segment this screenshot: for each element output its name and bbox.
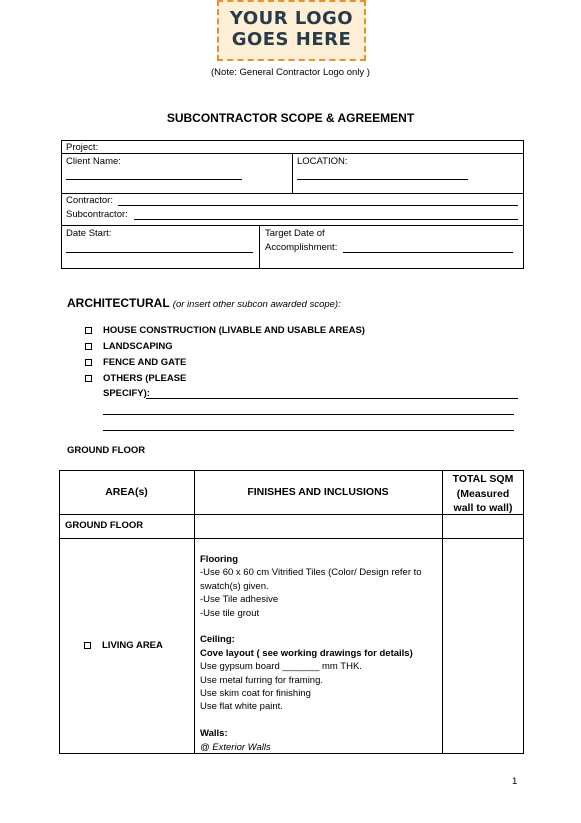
header-area: AREA(s): [105, 486, 148, 498]
finishes-cell: [200, 553, 422, 754]
ground-floor-label: GROUND FLOOR: [67, 445, 146, 456]
ceiling-line: Use metal furring for framing.: [200, 674, 324, 686]
item-others-specify: SPECIFY):: [103, 388, 150, 399]
subcontractor-label: Subcontractor:: [66, 209, 128, 220]
others-specify-line-3[interactable]: [103, 430, 514, 431]
contractor-label: Contractor:: [66, 195, 113, 206]
living-area-label: LIVING AREA: [102, 640, 163, 651]
subcontractor-field[interactable]: [134, 219, 518, 220]
target-date-label-2: Accomplishment:: [265, 242, 338, 253]
ceiling-line: Use flat white paint.: [200, 701, 283, 713]
flooring-title: Flooring: [200, 554, 238, 565]
page-number: 1: [512, 776, 518, 787]
header-total-sqm-line-1: TOTAL SQM: [452, 473, 514, 485]
client-name-label: Client Name:: [66, 156, 121, 167]
checkbox-fence-and-gate[interactable]: [85, 359, 92, 366]
ceiling-line: Use skim coat for finishing: [200, 688, 311, 700]
header-total-sqm-line-2: (Measured: [456, 487, 510, 500]
date-start-field[interactable]: [66, 252, 253, 253]
checkbox-landscaping[interactable]: [85, 343, 92, 350]
flooring-line: swatch(s) given.: [200, 580, 269, 592]
checkbox-living-area[interactable]: [84, 642, 91, 649]
spacer: [200, 714, 422, 727]
ceiling-title: Ceiling:: [200, 634, 235, 646]
page-title: SUBCONTRACTOR SCOPE & AGREEMENT: [166, 111, 415, 125]
divider: [259, 225, 260, 269]
section-heading: [67, 296, 341, 310]
divider: [194, 470, 195, 754]
checkbox-house-construction[interactable]: [85, 327, 92, 334]
item-house-construction: HOUSE CONSTRUCTION (LIVABLE AND USABLE AREAS): [103, 325, 365, 336]
target-date-field[interactable]: [343, 252, 513, 253]
flooring-line: -Use tile grout: [200, 607, 260, 619]
divider: [61, 193, 524, 194]
logo-placeholder: [217, 0, 366, 61]
flooring-line: -Use Tile adhesive: [200, 594, 279, 606]
ceiling-line: Use gypsum board _______ mm THK.: [200, 661, 362, 673]
ceiling-subtitle: Cove layout ( see working drawings for details): [200, 647, 413, 659]
location-label: LOCATION:: [297, 156, 348, 167]
header-total-sqm: [442, 472, 524, 516]
divider: [61, 225, 524, 226]
section-title: ARCHITECTURAL: [67, 296, 170, 310]
header-total-sqm-line-3: wall to wall): [453, 502, 513, 514]
item-landscaping: LANDSCAPING: [103, 341, 173, 352]
date-start-label: Date Start:: [66, 228, 112, 239]
divider: [292, 153, 293, 193]
client-name-field[interactable]: [66, 179, 242, 180]
spacer: [200, 620, 422, 633]
others-specify-line-2[interactable]: [103, 414, 514, 415]
target-date-label: Target Date of: [265, 228, 325, 239]
divider: [59, 538, 524, 539]
logo-line-2: GOES HERE: [231, 29, 352, 50]
logo-note: (Note: General Contractor Logo only ): [211, 67, 370, 78]
checkbox-others[interactable]: [85, 375, 92, 382]
others-specify-field[interactable]: [146, 398, 518, 399]
section-note: (or insert other subcon awarded scope):: [172, 299, 341, 310]
item-fence-and-gate: FENCE AND GATE: [103, 357, 187, 368]
header-finishes: FINISHES AND INCLUSIONS: [247, 486, 389, 498]
contractor-field[interactable]: [118, 205, 518, 206]
walls-title: Walls:: [200, 728, 228, 740]
location-field[interactable]: [297, 179, 468, 180]
logo-line-1: YOUR LOGO: [229, 8, 354, 29]
flooring-line: -Use 60 x 60 cm Vitrified Tiles (Color/ Design refer to: [200, 567, 422, 579]
walls-sub: @ Exterior Walls: [200, 741, 271, 753]
row-ground-floor: GROUND FLOOR: [65, 520, 144, 531]
project-label: Project:: [66, 142, 99, 153]
item-others: OTHERS (PLEASE: [103, 373, 187, 384]
